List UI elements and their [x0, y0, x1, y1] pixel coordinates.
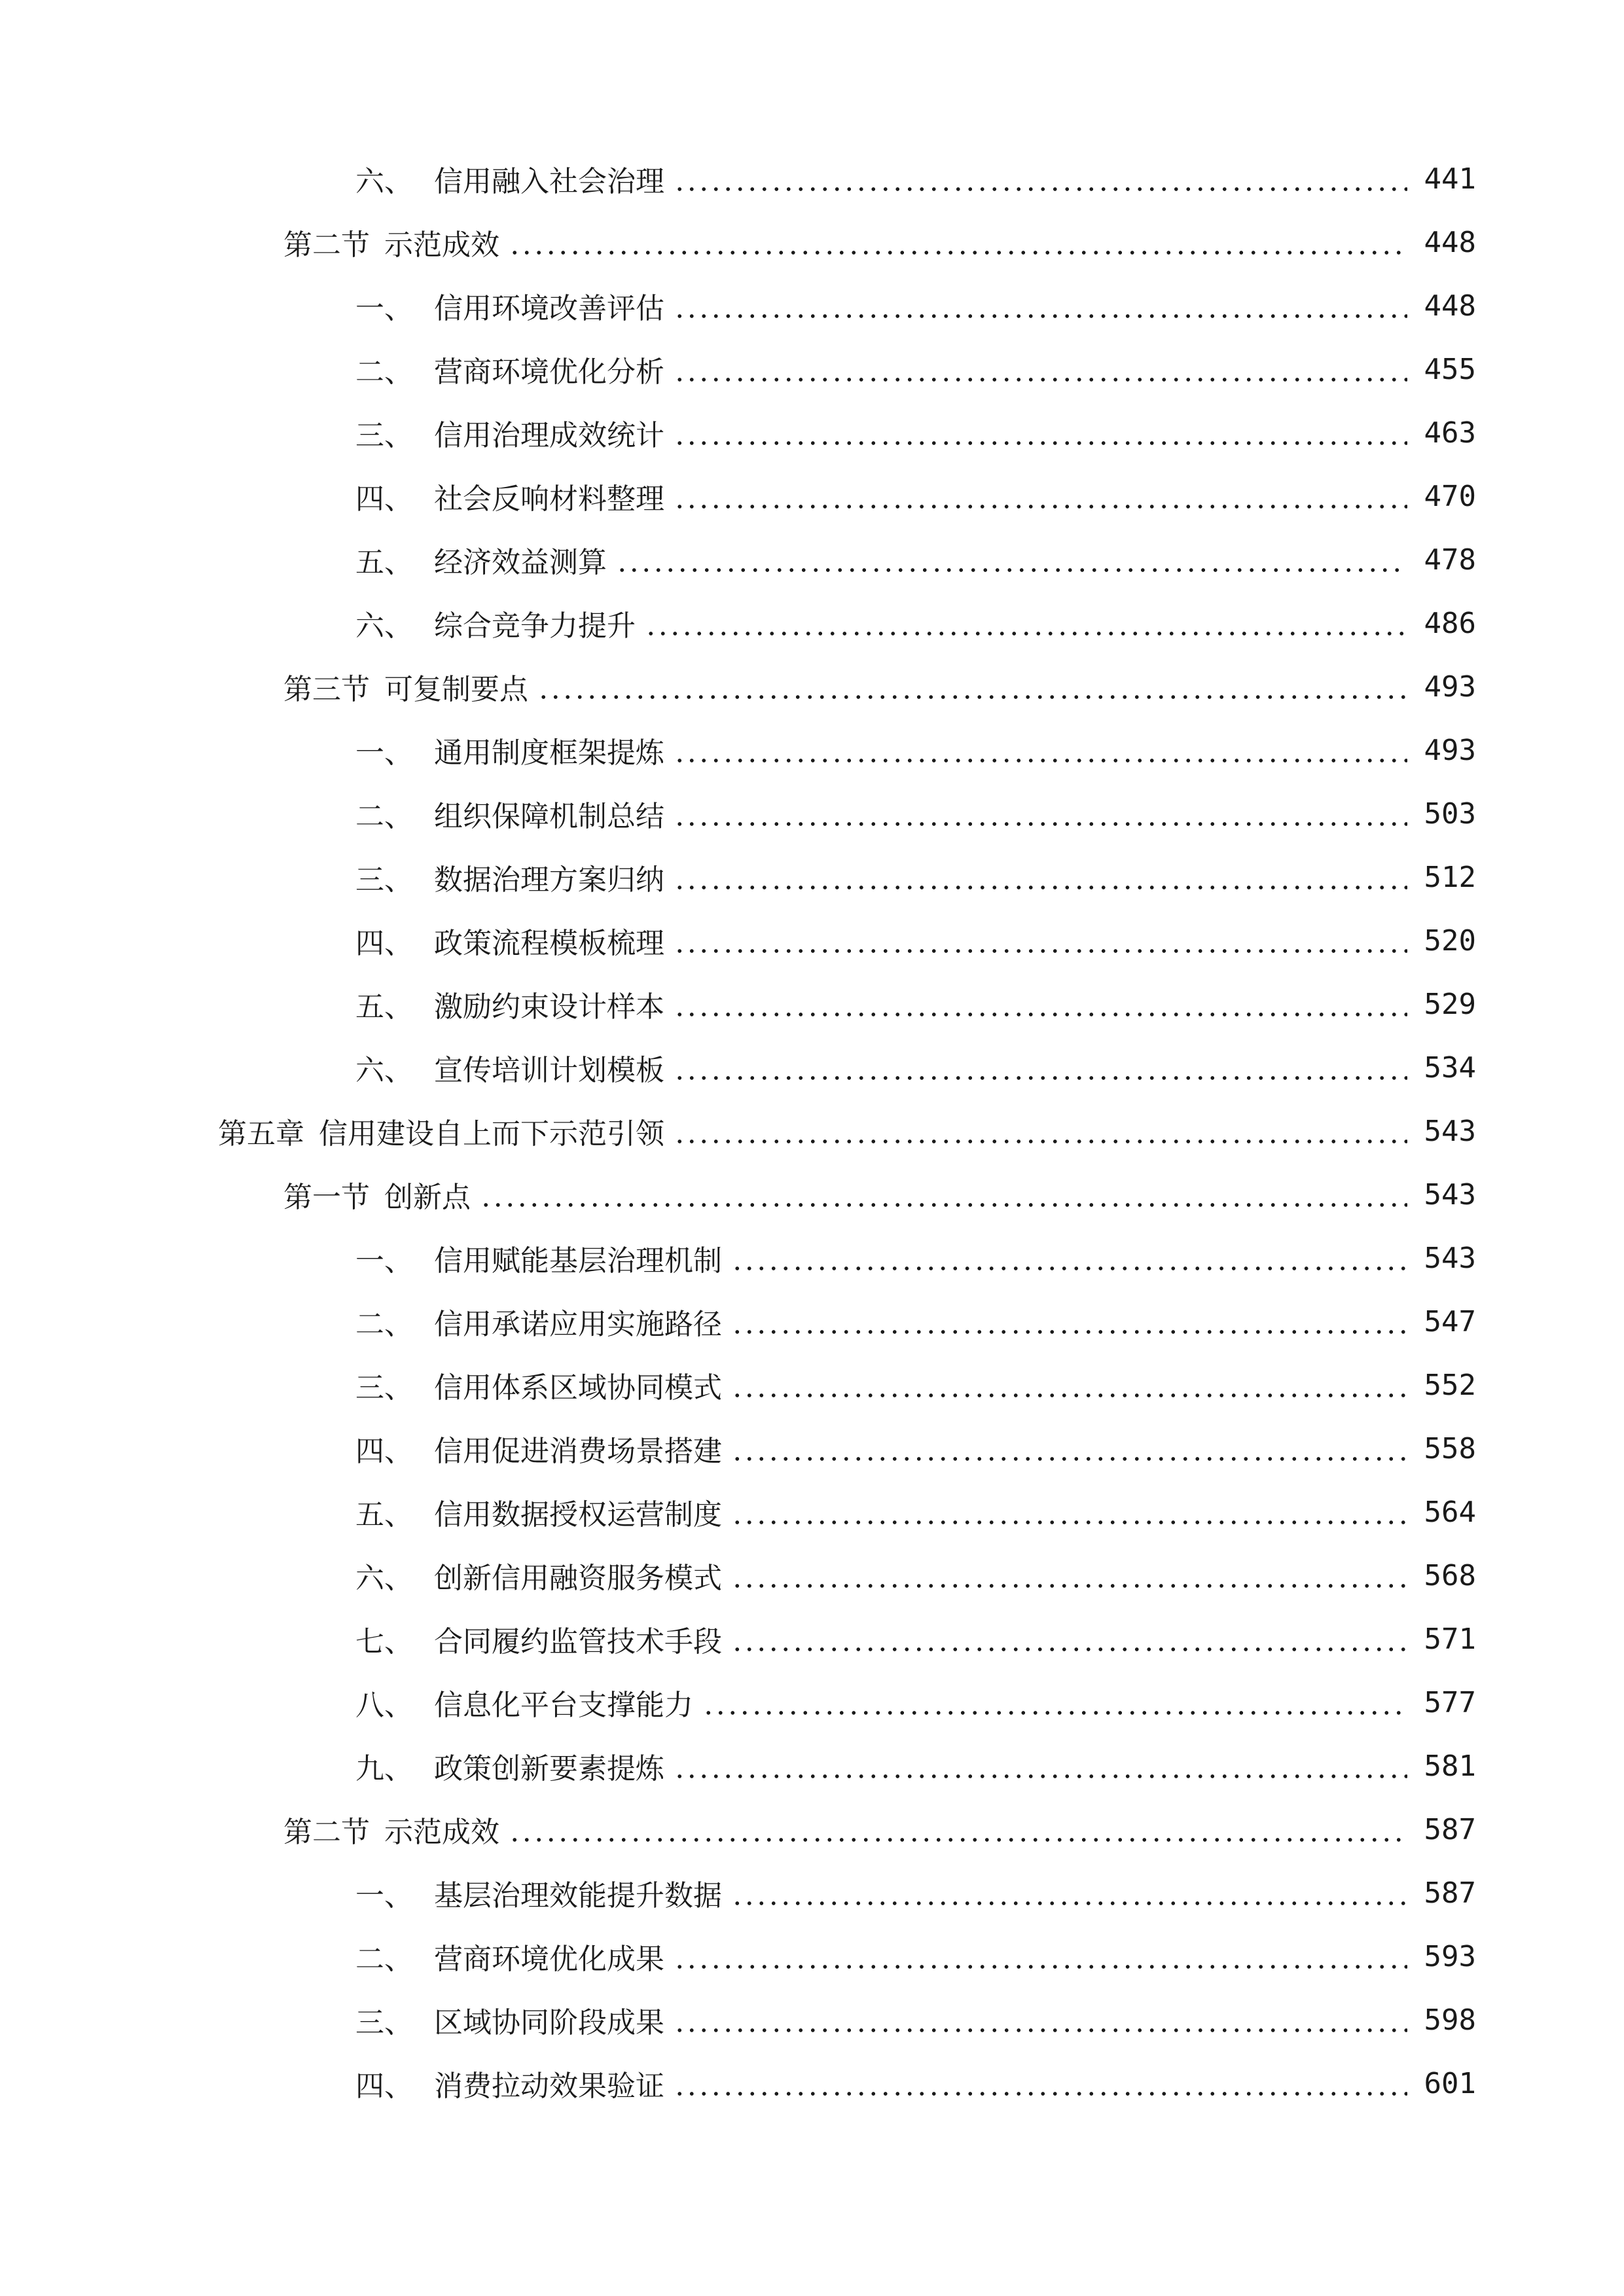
toc-entry[interactable]: [355, 152, 1476, 205]
toc-entry[interactable]: [355, 597, 1476, 649]
entry-number: 四、: [355, 1435, 413, 1468]
entry-page-number: 577: [1424, 1685, 1476, 1719]
entry-page-number: 543: [1424, 1177, 1476, 1211]
entry-page-number: 593: [1424, 1939, 1476, 1973]
entry-page-number: 534: [1424, 1050, 1476, 1085]
entry-title: 社会反响材料整理: [434, 482, 664, 516]
dot-leader: [674, 1942, 1407, 1971]
entry-number: 六、: [355, 1562, 413, 1595]
entry-title: 区域协同阶段成果: [434, 2006, 664, 2039]
entry-number: 七、: [355, 1625, 413, 1659]
entry-page-number: 448: [1424, 289, 1476, 323]
dot-leader: [674, 1751, 1407, 1780]
entry-title: 组织保障机制总结: [434, 800, 664, 833]
dot-leader: [731, 1498, 1407, 1526]
entry-title: 营商环境优化分析: [434, 355, 664, 389]
dot-leader: [674, 1117, 1407, 1145]
dot-leader: [674, 926, 1407, 955]
entry-page-number: 581: [1424, 1749, 1476, 1783]
entry-number: 第二节: [283, 1816, 370, 1849]
entry-page-number: 587: [1424, 1812, 1476, 1846]
dot-leader: [731, 1244, 1407, 1272]
entry-title: 经济效益测算: [434, 546, 607, 579]
toc-entry[interactable]: [355, 1295, 1476, 1348]
dot-leader: [509, 1815, 1407, 1844]
dot-leader: [674, 736, 1407, 764]
dot-leader: [480, 1180, 1407, 1209]
toc-entry[interactable]: [355, 1740, 1476, 1792]
entry-number: 三、: [355, 863, 413, 897]
entry-title: 营商环境优化成果: [434, 1943, 664, 1976]
dot-leader: [674, 2005, 1407, 2034]
dot-leader: [731, 1624, 1407, 1653]
entry-title: 信用建设自上而下示范引领: [319, 1117, 664, 1151]
toc-entry[interactable]: [355, 724, 1476, 776]
entry-number: 三、: [355, 1371, 413, 1405]
toc-entry[interactable]: [355, 279, 1476, 332]
entry-page-number: 470: [1424, 479, 1476, 513]
entry-number: 二、: [355, 1943, 413, 1976]
entry-number: 三、: [355, 2006, 413, 2039]
dot-leader: [731, 1561, 1407, 1590]
entry-title: 信用环境改善评估: [434, 292, 664, 325]
entry-page-number: 558: [1424, 1431, 1476, 1465]
toc-entry[interactable]: [355, 1613, 1476, 1665]
toc-entry[interactable]: [355, 1549, 1476, 1602]
toc-entry[interactable]: [355, 2057, 1476, 2109]
dot-leader: [674, 2069, 1407, 2098]
entry-page-number: 493: [1424, 670, 1476, 704]
toc-entry[interactable]: [355, 1867, 1476, 1919]
entry-title: 创新点: [384, 1181, 471, 1214]
entry-number: 二、: [355, 355, 413, 389]
entry-title: 信用体系区域协同模式: [434, 1371, 722, 1405]
toc-entry[interactable]: [355, 978, 1476, 1030]
entry-title: 可复制要点: [384, 673, 528, 706]
toc-entry[interactable]: [283, 660, 1476, 713]
entry-page-number: 543: [1424, 1114, 1476, 1148]
entry-page-number: 463: [1424, 416, 1476, 450]
entry-page-number: 478: [1424, 543, 1476, 577]
entry-title: 信用治理成效统计: [434, 419, 664, 452]
entry-number: 一、: [355, 1879, 413, 1912]
entry-title: 基层治理效能提升数据: [434, 1879, 722, 1912]
entry-number: 四、: [355, 927, 413, 960]
entry-page-number: 543: [1424, 1241, 1476, 1275]
dot-leader: [537, 672, 1407, 701]
entry-page-number: 598: [1424, 2003, 1476, 2037]
dot-leader: [674, 863, 1407, 891]
toc-entry[interactable]: [355, 1994, 1476, 2046]
dot-leader: [674, 164, 1407, 193]
entry-title: 宣传培训计划模板: [434, 1054, 664, 1087]
dot-leader: [645, 609, 1407, 637]
entry-title: 信用融入社会治理: [434, 165, 664, 198]
toc-entry[interactable]: [355, 406, 1476, 459]
entry-number: 第二节: [283, 228, 370, 262]
toc-entry[interactable]: [355, 851, 1476, 903]
entry-number: 第一节: [283, 1181, 370, 1214]
entry-title: 信用数据授权运营制度: [434, 1498, 722, 1532]
toc-entry[interactable]: [283, 216, 1476, 268]
toc-entry[interactable]: [355, 1486, 1476, 1538]
dot-leader: [731, 1307, 1407, 1336]
entry-title: 政策流程模板梳理: [434, 927, 664, 960]
entry-page-number: 601: [1424, 2066, 1476, 2100]
entry-page-number: 486: [1424, 606, 1476, 640]
entry-page-number: 571: [1424, 1622, 1476, 1656]
entry-number: 二、: [355, 800, 413, 833]
dot-leader: [674, 418, 1407, 447]
entry-title: 信用促进消费场景搭建: [434, 1435, 722, 1468]
entry-number: 六、: [355, 1054, 413, 1087]
toc-entry[interactable]: [283, 1168, 1476, 1221]
entry-title: 通用制度框架提炼: [434, 736, 664, 770]
entry-page-number: 568: [1424, 1558, 1476, 1592]
entry-page-number: 564: [1424, 1495, 1476, 1529]
toc-entry[interactable]: [355, 1676, 1476, 1729]
entry-title: 信息化平台支撑能力: [434, 1689, 693, 1722]
entry-title: 信用赋能基层治理机制: [434, 1244, 722, 1278]
toc-entry[interactable]: [355, 343, 1476, 395]
dot-leader: [674, 355, 1407, 384]
entry-title: 消费拉动效果验证: [434, 2070, 664, 2103]
entry-number: 四、: [355, 2070, 413, 2103]
entry-page-number: 441: [1424, 162, 1476, 196]
toc-entry[interactable]: [355, 1232, 1476, 1284]
entry-number: 一、: [355, 736, 413, 770]
entry-title: 示范成效: [384, 228, 499, 262]
entry-number: 九、: [355, 1752, 413, 1785]
dot-leader: [702, 1688, 1407, 1717]
entry-number: 五、: [355, 1498, 413, 1532]
entry-page-number: 512: [1424, 860, 1476, 894]
toc-entry[interactable]: [355, 914, 1476, 967]
entry-page-number: 547: [1424, 1304, 1476, 1338]
toc-entry[interactable]: [355, 1930, 1476, 1982]
entry-title: 创新信用融资服务模式: [434, 1562, 722, 1595]
entry-page-number: 529: [1424, 987, 1476, 1021]
dot-leader: [674, 291, 1407, 320]
entry-page-number: 520: [1424, 924, 1476, 958]
entry-number: 四、: [355, 482, 413, 516]
entry-title: 激励约束设计样本: [434, 990, 664, 1024]
dot-leader: [731, 1878, 1407, 1907]
dot-leader: [731, 1434, 1407, 1463]
entry-number: 五、: [355, 990, 413, 1024]
entry-title: 综合竞争力提升: [434, 609, 636, 643]
dot-leader: [674, 799, 1407, 828]
entry-title: 示范成效: [384, 1816, 499, 1849]
entry-page-number: 455: [1424, 352, 1476, 386]
entry-title: 数据治理方案归纳: [434, 863, 664, 897]
entry-number: 六、: [355, 165, 413, 198]
entry-title: 政策创新要素提炼: [434, 1752, 664, 1785]
entry-title: 合同履约监管技术手段: [434, 1625, 722, 1659]
dot-leader: [674, 990, 1407, 1018]
entry-page-number: 448: [1424, 225, 1476, 259]
entry-title: 信用承诺应用实施路径: [434, 1308, 722, 1341]
entry-number: 三、: [355, 419, 413, 452]
toc-entry[interactable]: [355, 533, 1476, 586]
toc-entry[interactable]: [355, 1041, 1476, 1094]
toc-entry[interactable]: [355, 1359, 1476, 1411]
entry-number: 八、: [355, 1689, 413, 1722]
toc-entry[interactable]: [355, 1422, 1476, 1475]
dot-leader: [674, 1053, 1407, 1082]
entry-number: 六、: [355, 609, 413, 643]
entry-number: 五、: [355, 546, 413, 579]
dot-leader: [509, 228, 1407, 257]
entry-page-number: 493: [1424, 733, 1476, 767]
dot-leader: [674, 482, 1407, 511]
entry-number: 二、: [355, 1308, 413, 1341]
entry-number: 一、: [355, 1244, 413, 1278]
entry-page-number: 503: [1424, 797, 1476, 831]
dot-leader: [731, 1371, 1407, 1399]
toc-entry[interactable]: [218, 1105, 1476, 1157]
toc-entry[interactable]: [355, 787, 1476, 840]
entry-number: 第五章: [218, 1117, 304, 1151]
entry-number: 第三节: [283, 673, 370, 706]
entry-page-number: 587: [1424, 1876, 1476, 1910]
toc-entry[interactable]: [355, 470, 1476, 522]
entry-number: 一、: [355, 292, 413, 325]
entry-page-number: 552: [1424, 1368, 1476, 1402]
dot-leader: [616, 545, 1407, 574]
toc-entry[interactable]: [283, 1803, 1476, 1856]
